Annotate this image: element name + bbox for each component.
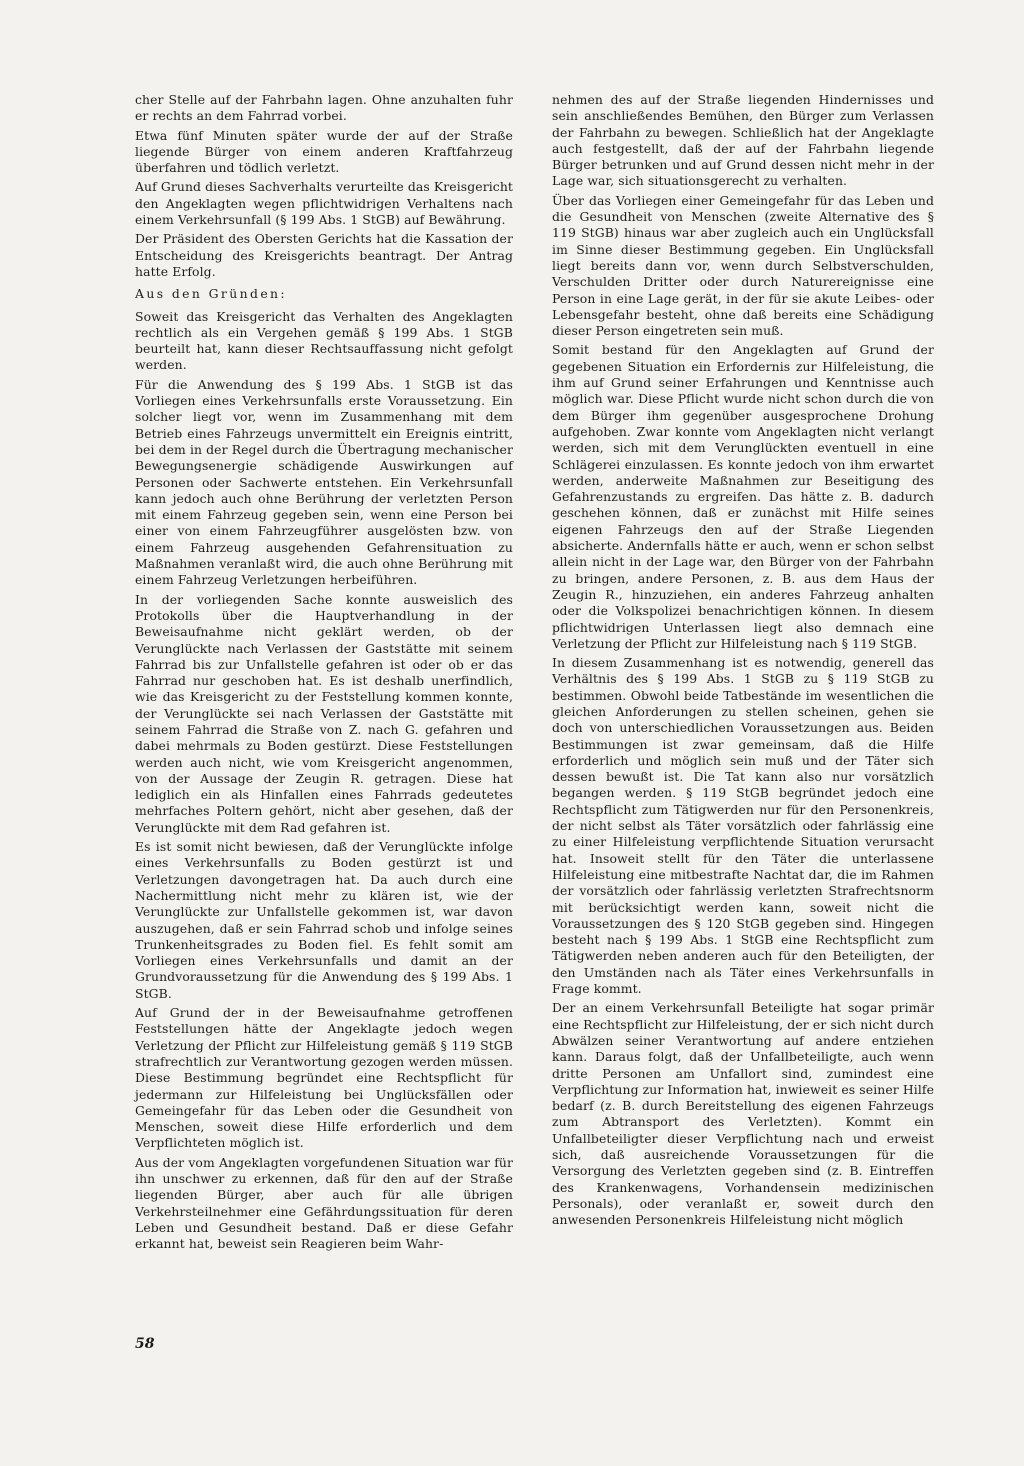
left-column (135, 92, 513, 1255)
paragraph: In der vorliegenden Sache konnte ausweislich des Protokolls über die Hauptverhandlung in der Beweisaufnahme nicht geklärt werden, ob der Verunglückte nach Verlassen der Gaststätte mit seinem Fahrrad bis zur Unfallstelle gefahren ist oder ob er das Fahrrad nur geschoben hat. Es ist deshalb unerfindlich, wie das Kreisgericht zu der Feststellung kommen konnte, der Verunglückte sei nach Verlassen der Gaststätte mit seinem Fahrrad die Straße von Z. nach G. gefahren und dabei mehrmals zu Boden gestürzt. Diese Feststellungen werden auch nicht, wie vom Kreisgericht angenommen, von der Aussage der Zeugin R. getragen. Diese hat lediglich ein als Hinfallen eines Fahrrads gedeutetes mehrfaches Poltern gehört, nicht aber gesehen, daß der Verunglückte mit dem Rad gefahren ist. (135, 591, 513, 835)
right-column (552, 92, 934, 1231)
paragraph: Der Präsident des Obersten Gerichts hat die Kassation der Entscheidung des Kreisgerichts beantragt. Der Antrag hatte Erfolg. (135, 231, 513, 279)
paragraph: Es ist somit nicht bewiesen, daß der Verunglückte infolge eines Verkehrsunfalls zu Boden gestürzt ist und Verletzungen davongetragen hat. Da auch durch eine Nachermittlung nicht mehr zu klären ist, wie der Verunglückte zur Unfallstelle gekommen ist, war davon auszugehen, daß er sein Fahrrad schob und infolge seines Trunkenheitsgrades zu Boden fiel. Es fehlt somit am Vorliegen eines Verkehrsunfalls und damit an der Grundvoraussetzung für die Anwendung des § 199 Abs. 1 StGB. (135, 839, 513, 1001)
paragraph: nehmen des auf der Straße liegenden Hindernisses und sein anschließendes Bemühen, den Bürger zum Verlassen der Fahrbahn zu bewegen. Schließlich hat der Angeklagte auch festgestellt, daß der auf der Fahrbahn liegende Bürger betrunken und auf Grund dessen nicht mehr in der Lage war, sich situationsgerecht zu verhalten. (552, 92, 934, 189)
paragraph: Auf Grund dieses Sachverhalts verurteilte das Kreisgericht den Angeklagten wegen pflichtwidrigen Verhaltens nach einem Verkehrsunfall (§ 199 Abs. 1 StGB) auf Bewährung. (135, 179, 513, 228)
paragraph: Aus der vom Angeklagten vorgefundenen Situation war für ihn unschwer zu erkennen, daß für den auf der Straße liegenden Bürger, aber auch für alle übrigen Verkehrsteilnehmer eine Gefährdungssituation für deren Leben und Gesundheit bestand. Daß er diese Gefahr erkannt hat, beweist sein Reagieren beim Wahr- (135, 1154, 513, 1252)
paragraph: cher Stelle auf der Fahrbahn lagen. Ohne anzuhalten fuhr er rechts an dem Fahrrad vorbei. (135, 92, 513, 124)
paragraph: Über das Vorliegen einer Gemeingefahr für das Leben und die Gesundheit von Menschen (zweite Alternative des § 119 StGB) hinaus war aber zugleich auch ein Unglücksfall im Sinne dieser Bestimmung gegeben. Ein Unglücksfall liegt bereits dann vor, wenn durch Selbstverschulden, Verschulden Dritter oder durch Naturereignisse eine Person in eine Lage gerät, in der für sie akute Leibes- oder Lebensgefahr besteht, ohne daß bereits eine Schädigung dieser Person eingetreten sein muß. (552, 192, 934, 339)
page-number: 58 (135, 1336, 155, 1352)
paragraph: Etwa fünf Minuten später wurde der auf der Straße liegende Bürger von einem anderen Kraftfahrzeug überfahren und tödlich verletzt. (135, 127, 513, 176)
paragraph: Auf Grund der in der Beweisaufnahme getroffenen Feststellungen hätte der Angeklagte jedoch wegen Verletzung der Pflicht zur Hilfeleistung gemäß § 119 StGB strafrechtlich zur Verantwortung gezogen werden müssen. Diese Bestimmung begründet eine Rechtspflicht für jedermann zur Hilfeleistung bei Unglücksfällen oder Gemeingefahr für das Leben oder die Gesundheit von Menschen, soweit diese Hilfe erforderlich und dem Verpflichteten möglich ist. (135, 1005, 513, 1151)
section-heading: Aus den Gründen: (135, 286, 288, 302)
paragraph: In diesem Zusammenhang ist es notwendig, generell das Verhältnis des § 199 Abs. 1 StGB zu § 119 StGB zu bestimmen. Obwohl beide Tatbestände im wesentlichen die gleichen Anforderungen zu stellen scheinen, gehen sie doch von unterschiedlichen Voraussetzungen aus. Beiden Bestimmungen ist zwar gemeinsam, daß die Hilfe erforderlich und möglich sein muß und der Täter sich dessen bewußt ist. Die Tat kann also nur vorsätzlich begangen werden. § 119 StGB begründet jedoch eine Rechtspflicht zum Tätigwerden nur für den Personenkreis, der nicht selbst als Täter vorsätzlich oder fahrlässig eine zu einer Hilfeleistung verpflichtende Situation verursacht hat. Insoweit stellt für den Täter die unterlassene Hilfeleistung eine mitbestrafte Nachtat dar, die im Rahmen der vorsätzlich oder fahrlässig verletzten Strafrechtsnorm mit berücksichtigt werden kann, soweit nicht die Voraussetzungen des § 120 StGB gegeben sind. Hingegen besteht nach § 199 Abs. 1 StGB eine Rechtspflicht zum Tätigwerden neben anderen auch für den Beteiligten, der den Umständen nach als Täter eines Verkehrsunfalls in Frage kommt. (552, 655, 934, 997)
paragraph: Für die Anwendung des § 199 Abs. 1 StGB ist das Vorliegen eines Verkehrsunfalls erste Voraussetzung. Ein solcher liegt vor, wenn im Zusammenhang mit dem Betrieb eines Fahrzeugs unvermittelt ein Ereignis eintritt, bei dem in der Regel durch die Übertragung mechanischer Bewegungsenergie schädigende Auswirkungen auf Personen oder Sachwerte entstehen. Ein Verkehrsunfall kann jedoch auch ohne Berührung der verletzten Person mit einem Fahrzeug gegeben sein, wenn eine Person bei einer von einem Fahrzeugführer ausgelösten bzw. von einem Fahrzeug ausgehenden Gefahrensituation zu Maßnahmen veranlaßt wird, die auch ohne Berührung mit einem Fahrzeug Verletzungen herbeiführen. (135, 376, 513, 588)
paragraph: Soweit das Kreisgericht das Verhalten des Angeklagten rechtlich als ein Vergehen gemäß § 199 Abs. 1 StGB beurteilt hat, kann dieser Rechtsauffassung nicht gefolgt werden. (135, 308, 513, 373)
paragraph: Somit bestand für den Angeklagten auf Grund der gegebenen Situation ein Erfordernis zur Hilfeleistung, die ihm auf Grund seiner Erfahrungen und Kenntnisse auch möglich war. Diese Pflicht wurde nicht schon durch die von dem Bürger ihm gegenüber ausgesprochene Drohung aufgehoben. Zwar konnte vom Angeklagten nicht verlangt werden, sich mit dem Verunglückten eventuell in eine Schlägerei einzulassen. Es konnte jedoch von ihm erwartet werden, anderweite Maßnahmen zur Beseitigung des Gefahrenzustands zu ergreifen. Das hätte z. B. dadurch geschehen können, daß er zunächst mit Hilfe seines eigenen Fahrzeugs den auf der Straße Liegenden absicherte. Andernfalls hätte er auch, wenn er schon selbst allein nicht in der Lage war, den Bürger von der Fahrbahn zu bringen, andere Personen, z. B. aus dem Haus der Zeugin R., hinzuziehen, ein anderes Fahrzeug anhalten oder die Volkspolizei benachrichtigen können. In diesem pflichtwidrigen Unterlassen liegt also demnach eine Verletzung der Pflicht zur Hilfeleistung nach § 119 StGB. (552, 342, 934, 651)
paragraph: Der an einem Verkehrsunfall Beteiligte hat sogar primär eine Rechtspflicht zur Hilfeleistung, der er sich nicht durch Abwälzen seiner Verantwortung auf andere entziehen kann. Daraus folgt, daß der Unfallbeteiligte, auch wenn dritte Personen am Unfallort sind, zumindest eine Verpflichtung zur Information hat, inwieweit es seiner Hilfe bedarf (z. B. durch Bereitstellung des eigenen Fahrzeugs zum Abtransport des Verletzten). Kommt ein Unfallbeteiligter dieser Verpflichtung nach und erweist sich, daß ausreichende Voraussetzungen für die Versorgung des Verletzten gegeben sind (z. B. Eintreffen des Krankenwagens, Vorhandensein medizinischen Personals), oder veranlaßt er, soweit durch den anwesenden Personenkreis Hilfeleistung nicht möglich (552, 1000, 934, 1228)
